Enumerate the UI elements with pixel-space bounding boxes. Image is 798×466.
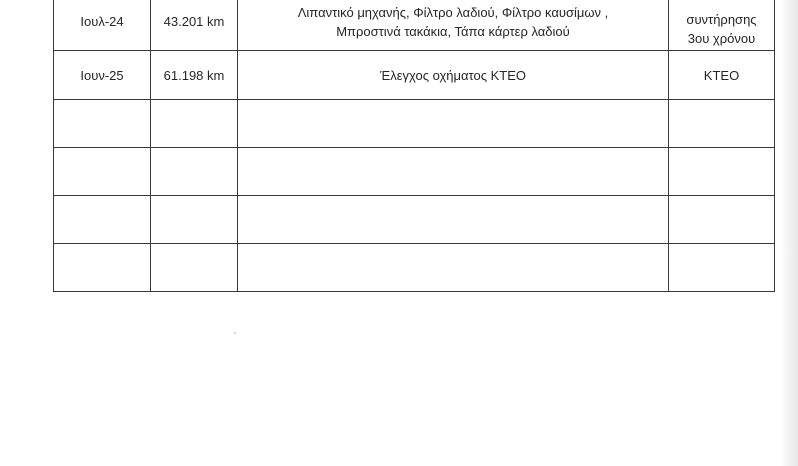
description-line: Λιπαντικό μηχανής, Φίλτρο λαδιού, Φίλτρο καυσίμων , [297,4,609,20]
empty-cell [151,100,238,148]
scan-speck [234,332,236,334]
empty-cell [54,148,151,196]
empty-cell [238,100,669,148]
empty-table-row [54,244,775,292]
empty-cell [151,148,238,196]
description-cell [238,51,669,100]
service-type-line: συντήρησης [686,12,757,27]
empty-cell [238,148,669,196]
empty-cell [151,196,238,244]
description-line: Μπροστινά τακάκια, Τάπα κάρτερ λαδιού [336,23,570,39]
service-type-cell [669,0,775,51]
empty-cell [54,100,151,148]
mileage-text: 61.198 km [163,67,225,83]
mileage-text: 43.201 km [163,14,225,29]
empty-cell [669,148,775,196]
service-log-table [53,0,775,292]
table-row [54,51,775,100]
description-cell [238,0,669,51]
table-row [54,0,775,51]
description-line: Έλεγχος οχήματος ΚΤΕΟ [380,67,526,83]
empty-cell [669,196,775,244]
mileage-cell [151,0,238,51]
empty-cell [669,100,775,148]
mileage-cell [151,51,238,100]
service-type-line: 3ου χρόνου [687,31,756,46]
date-text: Ιουν-25 [80,67,124,83]
empty-cell [669,244,775,292]
empty-table-row [54,196,775,244]
empty-table-row [54,148,775,196]
date-text: Ιουλ-24 [80,14,124,29]
date-cell [54,0,151,51]
service-type-line: ΚΤΕΟ [703,67,740,83]
empty-cell [238,196,669,244]
empty-table-row [54,100,775,148]
empty-cell [151,244,238,292]
empty-cell [54,196,151,244]
service-type-cell [669,51,775,100]
date-cell [54,51,151,100]
empty-cell [238,244,669,292]
empty-cell [54,244,151,292]
scan-page-edge [780,0,798,466]
